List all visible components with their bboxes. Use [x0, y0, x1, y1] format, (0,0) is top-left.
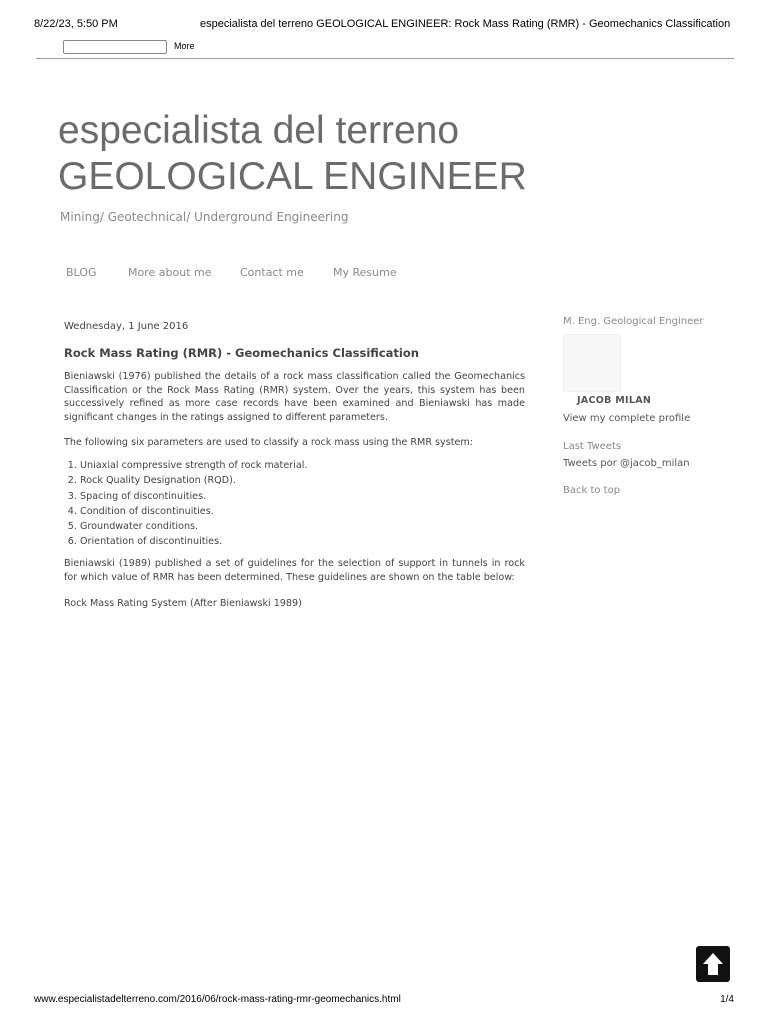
- print-datetime: 8/22/23, 5:50 PM: [34, 18, 118, 30]
- blog-subtitle: Mining/ Geotechnical/ Underground Engineering: [60, 210, 349, 224]
- page-number: 1/4: [720, 994, 734, 1005]
- list-item: 6. Orientation of discontinuities.: [80, 534, 541, 549]
- navbar-divider: [36, 58, 734, 59]
- blog-title-line1: especialista del terreno: [58, 109, 460, 152]
- nav-item-my-resume[interactable]: My Resume: [333, 266, 397, 279]
- scroll-to-top-button[interactable]: [696, 946, 730, 982]
- print-document-title: especialista del terreno GEOLOGICAL ENGINEER: Rock Mass Rating (RMR) - Geomechanics Classification: [200, 18, 731, 30]
- blog-title-line2: GEOLOGICAL ENGINEER: [58, 155, 527, 198]
- arrow-up-icon: [701, 951, 725, 977]
- post-paragraph-2: The following six parameters are used to classify a rock mass using the RMR system:: [64, 437, 473, 448]
- list-item: 3. Spacing of discontinuities.: [80, 489, 541, 504]
- back-to-top-link[interactable]: Back to top: [563, 485, 621, 496]
- tweets-link[interactable]: Tweets por @jacob_milan: [563, 458, 690, 469]
- print-url: www.especialistadelterreno.com/2016/06/rock-mass-rating-rmr-geomechanics.html: [34, 994, 401, 1005]
- rmr-parameter-list: [64, 458, 541, 550]
- nav-item-contact-me[interactable]: Contact me: [240, 266, 304, 279]
- list-item: 5. Groundwater conditions.: [80, 519, 541, 534]
- nav-item-more-about-me[interactable]: More about me: [128, 266, 212, 279]
- list-item: 4. Condition of discontinuities.: [80, 504, 541, 519]
- more-link[interactable]: More: [174, 41, 195, 51]
- tweets-heading: Last Tweets: [563, 441, 622, 452]
- blog-title[interactable]: [58, 108, 527, 200]
- post-paragraph-4: Rock Mass Rating System (After Bieniawski 1989): [64, 598, 302, 609]
- post-title[interactable]: Rock Mass Rating (RMR) - Geomechanics Classification: [64, 346, 419, 360]
- list-item: 1. Uniaxial compressive strength of rock material.: [80, 458, 541, 473]
- post-paragraph-3: Bieniawski (1989) published a set of guidelines for the selection of support in tunnels in rock for which value of RMR has been determined. These guidelines are shown on the table below:: [64, 558, 525, 583]
- sidebar-heading: M. Eng. Geological Engineer: [563, 316, 704, 327]
- profile-photo[interactable]: [563, 334, 621, 392]
- profile-name[interactable]: JACOB MILAN: [577, 395, 652, 406]
- post-date: Wednesday, 1 June 2016: [64, 321, 189, 332]
- view-profile-link[interactable]: View my complete profile: [563, 413, 691, 424]
- post-paragraph-1: Bieniawski (1976) published the details of a rock mass classification called the Geomechanics Classification or the Rock Mass Rating (RMR) system. Over the years, this system has been successively refined as more case records have been examined and Bieniawski has made significant changes in the ratings assigned to different parameters.: [64, 371, 525, 423]
- list-item: 2. Rock Quality Designation (RQD).: [80, 473, 541, 488]
- search-input[interactable]: [63, 40, 167, 54]
- nav-item-blog[interactable]: BLOG: [66, 266, 97, 279]
